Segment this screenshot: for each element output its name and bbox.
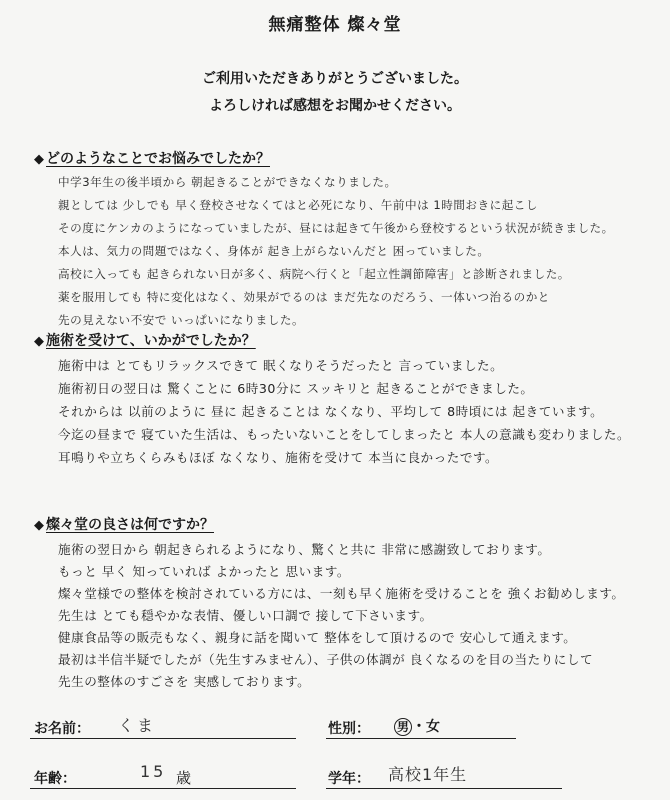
- age-underline: [30, 788, 296, 789]
- answer-3-line-6: 最初は半信半疑でしたが（先生すみません）、子供の体調が 良くなるのを目の当たりにして: [58, 652, 594, 667]
- diamond-bullet-icon: ◆: [34, 152, 44, 167]
- gender-options: [394, 716, 440, 736]
- answer-3-line-3: 燦々堂様での整体を検討されている方には、一刻も早く施術を受けることを 強くお勧めします。: [58, 586, 625, 601]
- answer-3-line-1: 施術の翌日から 朝起きられるようになり、驚くと共に 非常に感謝致しております。: [58, 542, 551, 557]
- question-2-heading: [34, 330, 256, 350]
- name-underline: [30, 738, 296, 739]
- answer-3-line-2: もっと 早く 知っていれば よかったと 思います。: [58, 564, 350, 579]
- gender-underline: [326, 738, 516, 739]
- answer-1-line-7: 先の見えない不安で いっぱいになりました。: [58, 313, 305, 327]
- answer-1-line-3: その度にケンカのようになっていましたが、昼には起きて午後から登校するという状況が続きました。: [58, 221, 614, 235]
- gender-male-selected: 男: [394, 718, 412, 736]
- answer-3-line-7: 先生の整体のすごさを 実感しております。: [58, 674, 311, 689]
- answer-2-line-3: それからは 以前のように 昼に 起きることは なくなり、平均して 8時頃には 起きています。: [58, 404, 604, 419]
- answer-1-line-5: 高校に入っても 起きられない日が多く、病院へ行くと「起立性調節障害」と診断されました。: [58, 267, 570, 281]
- answer-1-line-2: 親としては 少しでも 早く登校させなくてはと必死になり、午前中は 1時間おきに起こし: [58, 198, 538, 212]
- answer-3-line-4: 先生は とても穏やかな表情、優しい口調で 接して下さいます。: [58, 608, 433, 623]
- answer-2-line-4: 今迄の昼まで 寝ていた生活は、もったいないことをしてしまったと 本人の意識も変わりました。: [58, 427, 631, 442]
- gender-separator: ・: [412, 719, 426, 735]
- answer-2-line-5: 耳鳴りや立ちくらみもほぼ なくなり、施術を受けて 本当に良かったです。: [58, 450, 499, 465]
- answer-1-line-4: 本人は、気力の問題ではなく、身体が 起き上がらないんだと 困っていました。: [58, 244, 490, 258]
- name-label: お名前：: [34, 721, 90, 737]
- answer-1-line-1: 中学3年生の後半頃から 朝起きることができなくなりました。: [58, 175, 397, 189]
- answer-2-line-2: 施術初日の翌日は 驚くことに 6時30分に スッキリと 起きることができました。: [58, 381, 534, 396]
- question-3-heading: [34, 514, 214, 534]
- intro-line-2: よろしければ感想をお聞かせください。: [209, 98, 461, 114]
- page-title: 無痛整体 燦々堂: [268, 15, 402, 35]
- gender-label: 性別：: [328, 721, 370, 737]
- age-value: 15: [140, 762, 167, 781]
- diamond-bullet-icon: ◆: [34, 518, 44, 533]
- gender-female: 女: [426, 719, 440, 735]
- question-2-label: 施術を受けて、いかがでしたか？: [46, 333, 256, 349]
- age-label: 年齢：: [34, 771, 76, 787]
- diamond-bullet-icon: ◆: [34, 334, 44, 349]
- answer-2-line-1: 施術中は とてもリラックスできて 眠くなりそうだったと 言っていました。: [58, 358, 504, 373]
- intro-line-1: ご利用いただきありがとうございました。: [202, 71, 468, 87]
- grade-value: 高校1年生: [388, 765, 468, 784]
- answer-1-line-6: 薬を服用しても 特に変化はなく、効果がでるのは まだ先なのだろう、一体いつ治るのかと: [58, 290, 550, 304]
- answer-3-line-5: 健康食品等の販売もなく、親身に話を聞いて 整体をして頂けるので 安心して通えます。: [58, 630, 577, 645]
- question-1-heading: [34, 148, 270, 168]
- age-unit: 歳: [176, 769, 192, 787]
- grade-label: 学年：: [328, 771, 370, 787]
- grade-underline: [326, 788, 562, 789]
- name-value: くま: [118, 716, 157, 735]
- question-3-label: 燦々堂の良さは何ですか？: [46, 517, 214, 533]
- question-1-label: どのようなことでお悩みでしたか？: [46, 151, 270, 167]
